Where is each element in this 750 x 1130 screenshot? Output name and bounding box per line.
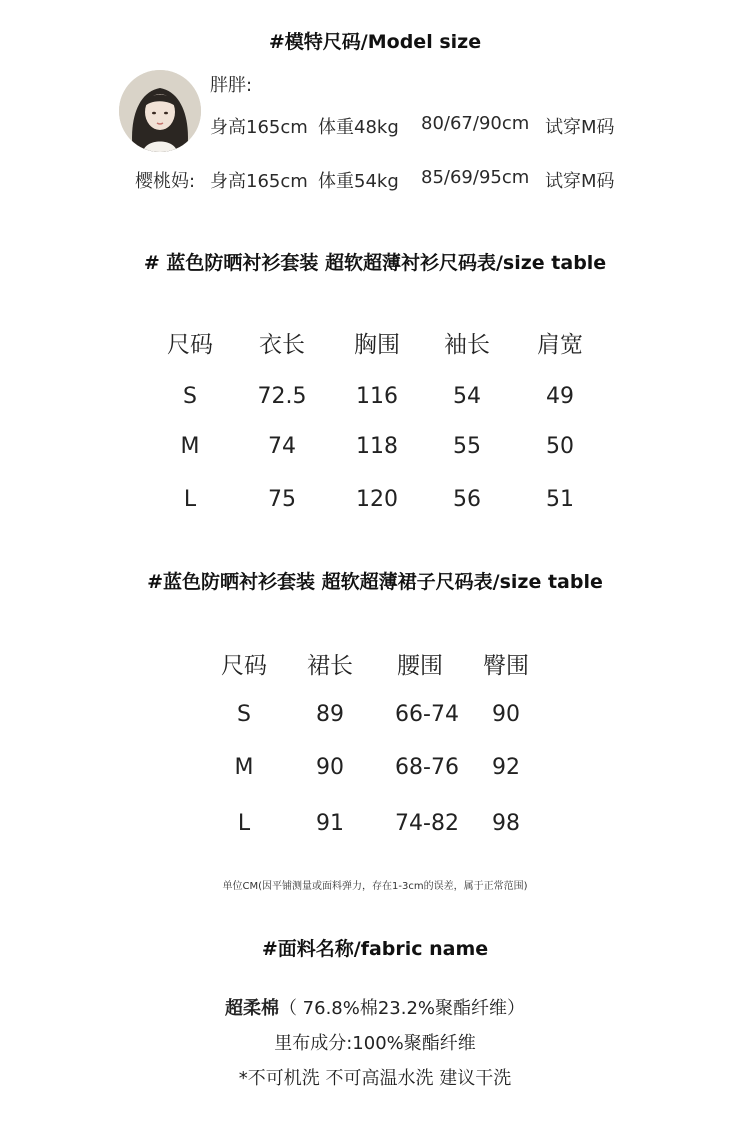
shirt-cell: 49 [546, 384, 574, 409]
model-portrait-icon [119, 70, 201, 152]
shirt-cell: L [183, 487, 197, 512]
model-size-title: #模特尺码/Model size [268, 31, 482, 53]
model2-name: 樱桃妈: [135, 171, 196, 192]
model2-weight: 体重54kg [318, 171, 399, 192]
shirt-table-title: # 蓝色防晒衬衫套装 超软超薄衬衫尺码表/size table [143, 252, 607, 274]
skirt-cell: 74-82 [395, 811, 459, 836]
model2-height: 身高165cm [210, 171, 308, 192]
shirt-cell: 120 [356, 487, 398, 512]
shirt-cell: 50 [546, 434, 574, 459]
fabric-line-1 [0, 994, 750, 1020]
skirt-cell: 91 [316, 811, 344, 836]
skirt-cell: S [237, 702, 251, 727]
shirt-cell: 55 [453, 434, 481, 459]
skirt-header-length: 裙长 [307, 653, 353, 679]
model2-tried-size: 试穿M码 [545, 171, 615, 192]
shirt-header-chest: 胸围 [354, 332, 400, 358]
model1-measurements: 80/67/90cm [421, 113, 530, 134]
shirt-cell: 72.5 [257, 384, 307, 409]
shirt-cell: 75 [268, 487, 296, 512]
shirt-header-sleeve: 袖长 [444, 332, 490, 358]
skirt-cell: 92 [492, 755, 520, 780]
model1-tried-size: 试穿M码 [545, 117, 615, 138]
shirt-cell: 56 [453, 487, 481, 512]
fabric-title: #面料名称/fabric name [261, 938, 489, 960]
care-instructions: *不可机洗 不可高温水洗 建议干洗 [238, 1068, 512, 1089]
skirt-cell: M [234, 755, 254, 780]
skirt-header-waist: 腰围 [397, 653, 443, 679]
model1-height: 身高165cm [210, 117, 308, 138]
skirt-cell: L [237, 811, 251, 836]
skirt-cell: 66-74 [395, 702, 459, 727]
model2-measurements: 85/69/95cm [421, 167, 530, 188]
shirt-cell: 74 [268, 434, 296, 459]
skirt-cell: 90 [492, 702, 520, 727]
model1-name: 胖胖: [210, 75, 253, 96]
skirt-cell: 89 [316, 702, 344, 727]
fabric-name: 超柔棉 [224, 998, 279, 1019]
skirt-table-title: #蓝色防晒衬衫套装 超软超薄裙子尺码表/size table [147, 571, 603, 593]
shirt-cell: 51 [546, 487, 574, 512]
shirt-header-shoulder: 肩宽 [537, 332, 583, 358]
unit-note: 单位CM(因平铺测量或面料弹力，存在1-3cm的误差，属于正常范围) [222, 881, 528, 892]
shirt-cell: S [183, 384, 197, 409]
skirt-header-hip: 臀围 [483, 653, 529, 679]
model1-weight: 体重48kg [318, 117, 399, 138]
shirt-cell: 54 [453, 384, 481, 409]
skirt-header-size: 尺码 [221, 653, 267, 679]
skirt-cell: 98 [492, 811, 520, 836]
shirt-header-size: 尺码 [167, 332, 213, 358]
fabric-composition: （ 76.8%棉23.2%聚酯纤维） [278, 998, 526, 1019]
shirt-cell: 118 [356, 434, 398, 459]
skirt-cell: 68-76 [395, 755, 459, 780]
shirt-header-length: 衣长 [259, 332, 305, 358]
shirt-cell: M [180, 434, 200, 459]
shirt-cell: 116 [356, 384, 398, 409]
fabric-lining: 里布成分:100%聚酯纤维 [274, 1033, 476, 1054]
model-avatar [119, 70, 201, 152]
skirt-cell: 90 [316, 755, 344, 780]
